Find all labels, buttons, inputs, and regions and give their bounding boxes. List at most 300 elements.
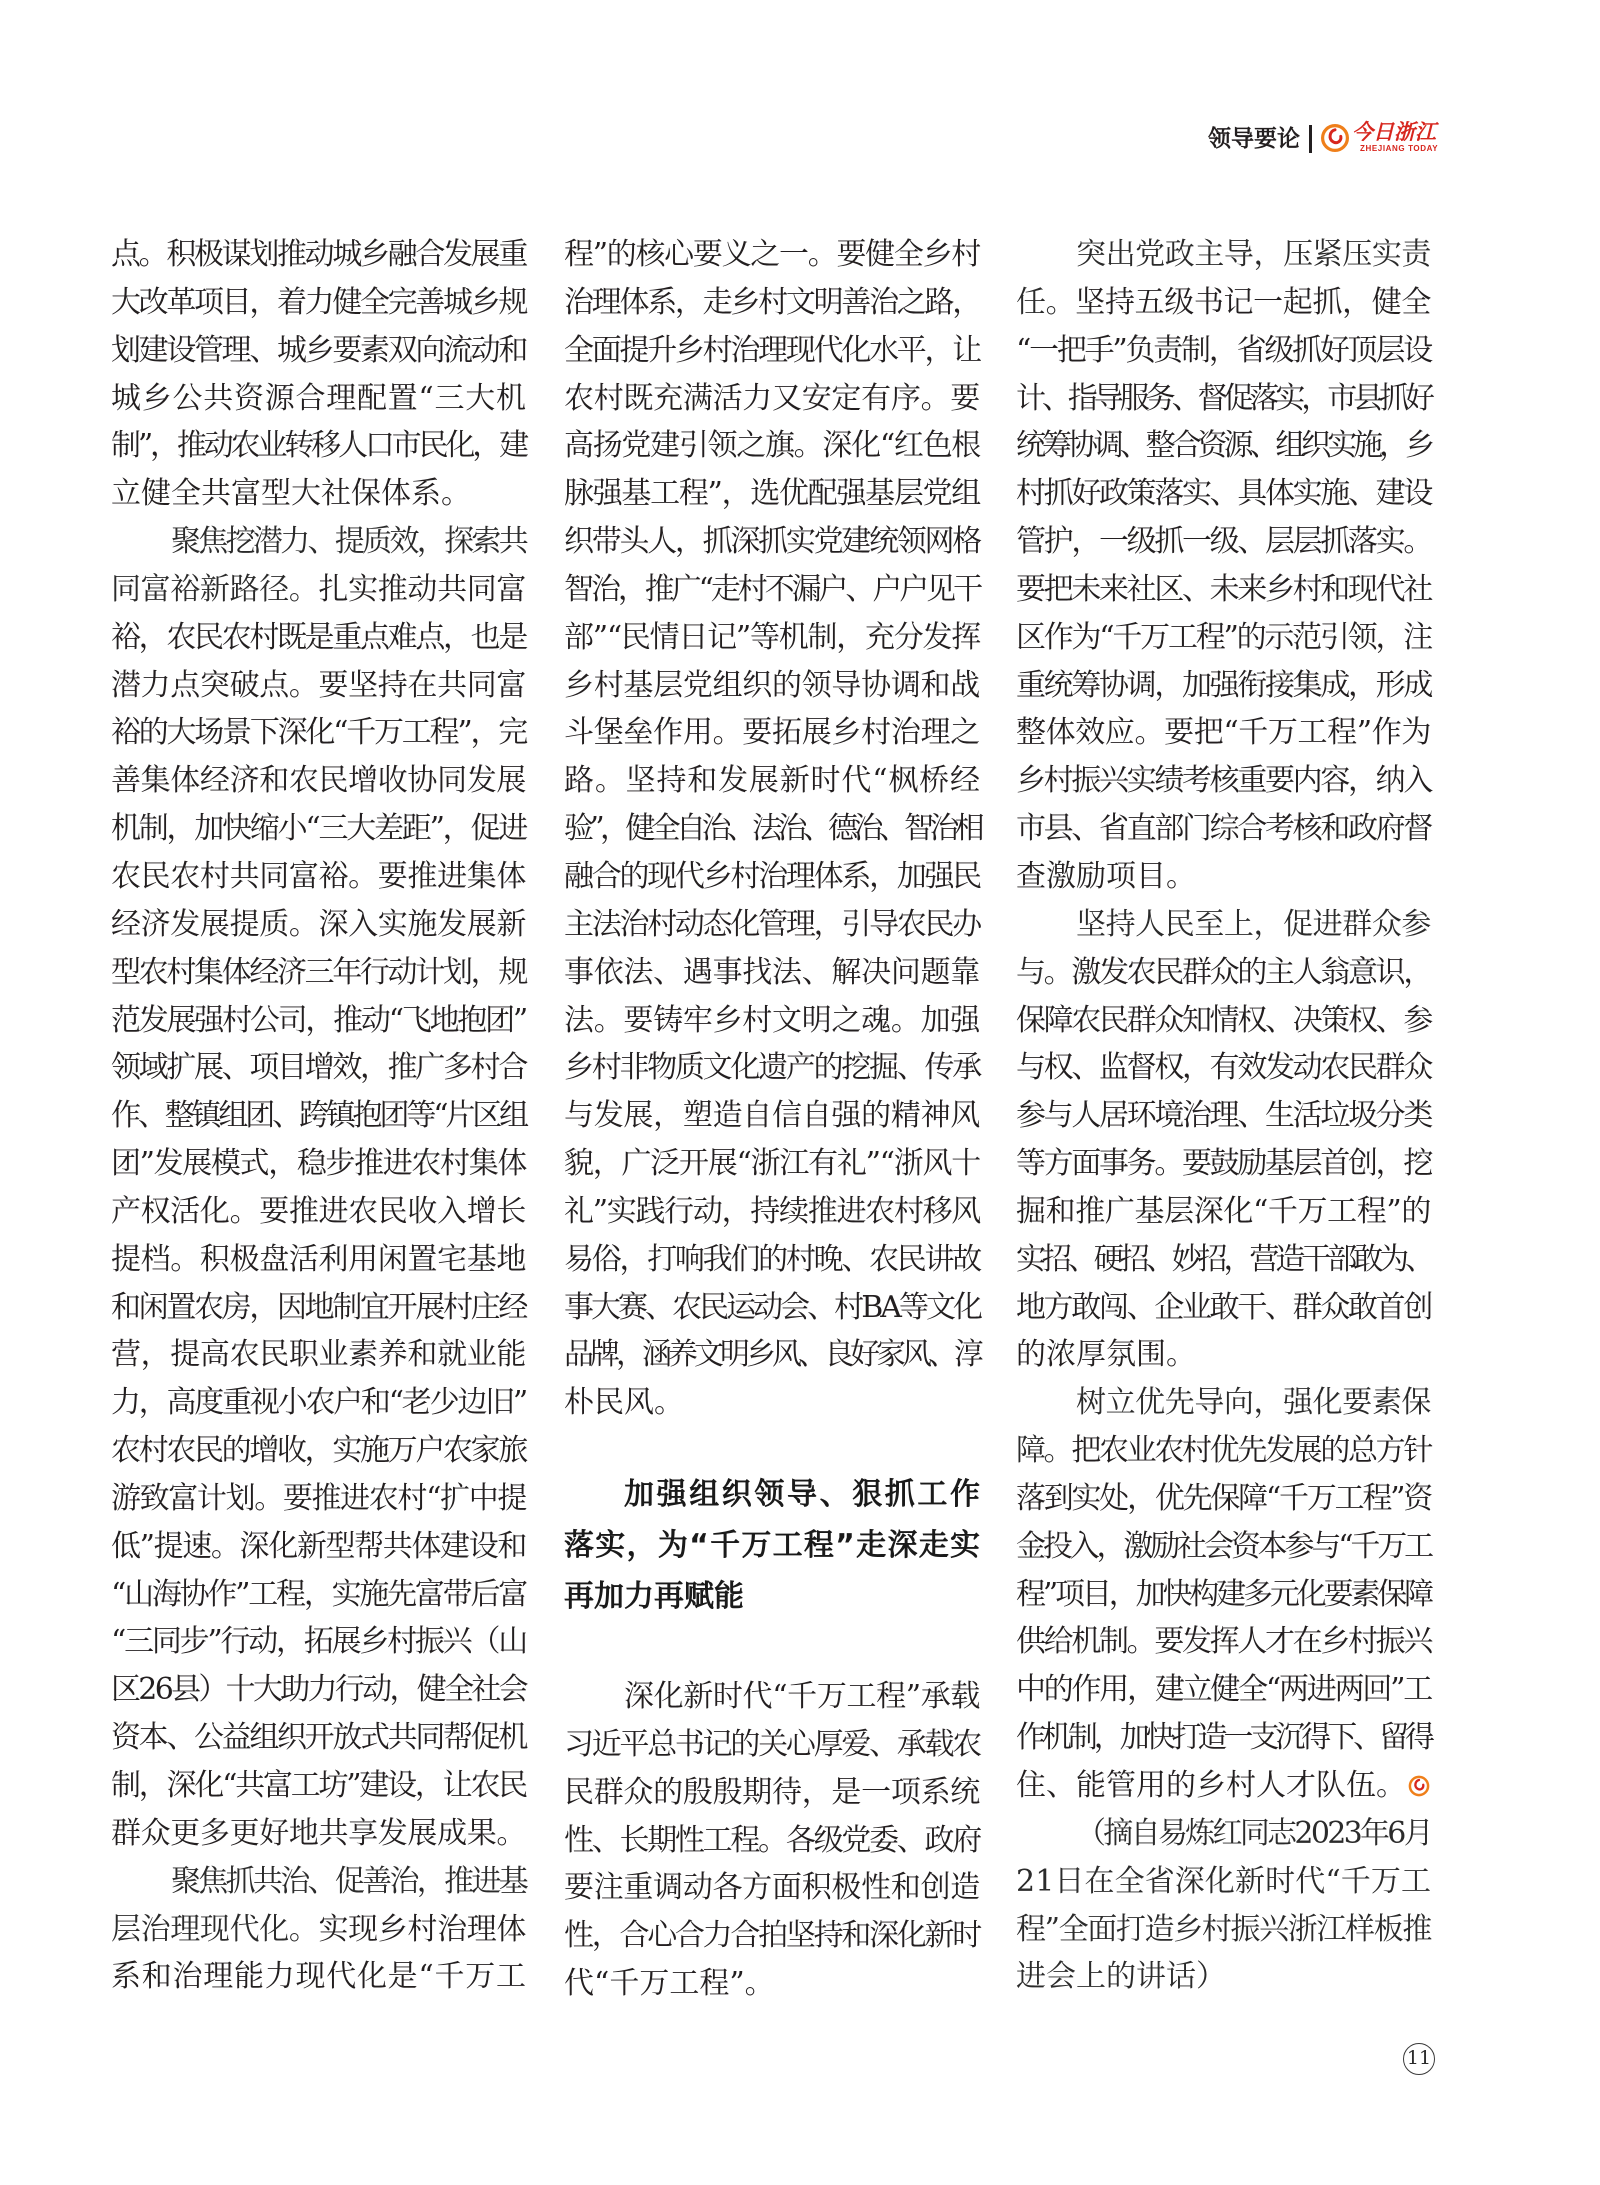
line-text: 资本、公益组织开放式共同帮促机 <box>111 1720 526 1756</box>
line-content <box>1016 518 1431 566</box>
text-line <box>111 518 526 566</box>
line-content <box>111 614 526 662</box>
text-line <box>564 327 980 375</box>
line-text: 农村既充满活力又安定有序。要 <box>564 380 980 416</box>
line-text: 扎实推动共同富 <box>318 571 526 607</box>
text-line <box>1016 1284 1431 1332</box>
line-text: 群众更多更好地共享发展成果。 <box>111 1815 526 1851</box>
line-text: 落实，为“千万工程”走深走实 <box>564 1528 982 1564</box>
line-text: 产权活化。要推进农民收入增长 <box>111 1193 526 1229</box>
line-text: 礼”实践行动，持续推进农村移风 <box>564 1193 980 1229</box>
line-text: 的浓厚氛围。 <box>1016 1337 1196 1373</box>
line-content <box>1076 1810 1431 1858</box>
line-text: 全面提升乡村治理现代化水平，让 <box>564 332 980 368</box>
text-line <box>564 1864 980 1912</box>
text-line <box>564 470 980 518</box>
text-line <box>1016 949 1431 997</box>
text-line <box>1016 422 1431 470</box>
line-content <box>564 709 980 757</box>
text-line <box>1016 1379 1431 1427</box>
line-content <box>1016 1666 1431 1714</box>
line-content <box>564 1236 980 1284</box>
line-content <box>564 566 980 614</box>
line-text: 统筹协调、整合资源、组织实施，乡 <box>1016 428 1431 464</box>
line-content <box>1016 1427 1431 1475</box>
line-content <box>111 422 526 470</box>
line-text: 参与人居环境治理、生活垃圾分类 <box>1016 1098 1431 1134</box>
line-content <box>1016 1571 1431 1619</box>
line-text: 习近平总书记的关心厚爱、承载农 <box>564 1726 980 1762</box>
text-line <box>111 1523 526 1571</box>
line-text: 深化新时代“千万工程”承载 <box>624 1679 980 1715</box>
line-content <box>1016 327 1431 375</box>
text-line <box>564 1092 980 1140</box>
text-column-3 <box>1016 231 1431 2001</box>
line-content <box>111 566 526 614</box>
line-text: 代“千万工程”。 <box>564 1966 775 2002</box>
text-line <box>1016 1858 1431 1906</box>
source-note <box>1016 1810 1431 2001</box>
text-line <box>564 614 980 662</box>
line-content <box>1016 279 1431 327</box>
line-text: 加强组织领导、狠抓工作 <box>624 1477 983 1513</box>
line-text: 程”全面打造乡村振兴浙江样板推 <box>1016 1911 1431 1947</box>
lead-phrase: 障。 <box>1016 1433 1072 1469</box>
line-content <box>564 1769 980 1817</box>
line-content <box>1016 1140 1431 1188</box>
text-line <box>1016 1810 1431 1858</box>
line-content <box>564 1092 980 1140</box>
line-text: 事大赛、农民运动会、村BA等文化 <box>564 1289 980 1325</box>
line-content <box>1016 375 1431 423</box>
line-text: 和闲置农房，因地制宜开展村庄经 <box>111 1289 526 1325</box>
line-content <box>1016 1188 1431 1236</box>
text-line <box>1016 709 1431 757</box>
line-content <box>564 470 980 518</box>
text-line <box>564 1044 980 1092</box>
text-line <box>564 375 980 423</box>
line-text: 查激励项目。 <box>1016 858 1196 894</box>
line-content <box>564 1960 775 2008</box>
line-text: 织带头人，抓深抓实党建统领网格 <box>564 524 980 560</box>
heading-line <box>564 1520 980 1571</box>
line-text: 市县、省直部门综合考核和政府督 <box>1016 811 1431 847</box>
line-content <box>111 1762 526 1810</box>
line-content <box>111 1236 526 1284</box>
line-text: 要把未来社区、未来乡村和现代社 <box>1016 571 1431 607</box>
line-text: 善集体经济和农民增收协同发展 <box>111 763 526 799</box>
line-text: 斗堡垒作用。要拓展乡村治理之 <box>564 715 980 751</box>
text-line <box>564 1817 980 1865</box>
line-text: 领域扩展、项目增效，推广多村合 <box>111 1050 526 1086</box>
line-content <box>111 853 526 901</box>
section-label: 领导要论 <box>1208 126 1300 152</box>
text-line <box>111 1092 526 1140</box>
line-text: 范发展强村公司，推动“飞地抱团” <box>111 1002 526 1038</box>
lead-phrase: 层治理现代化。 <box>111 1911 319 1947</box>
text-line <box>564 1331 980 1379</box>
line-content <box>564 1520 981 1571</box>
line-content <box>564 1721 980 1769</box>
line-content <box>1076 231 1431 279</box>
line-content <box>111 1523 526 1571</box>
line-content <box>564 949 980 997</box>
line-text: 金投入，激励社会资本参与“千万工 <box>1016 1528 1431 1564</box>
text-line <box>1016 1236 1431 1284</box>
line-text: 乡村基层党组织的领导协调和战 <box>564 667 980 703</box>
text-line <box>1016 1331 1431 1379</box>
line-text: 21日在全省深化新时代“千万工 <box>1016 1863 1432 1899</box>
line-content <box>1016 709 1431 757</box>
text-line <box>111 1236 526 1284</box>
article-end-mark-icon <box>1408 1764 1430 1786</box>
paragraph <box>564 1673 980 2008</box>
text-line <box>111 805 526 853</box>
line-text: 团”发展模式，稳步推进农村集体 <box>111 1146 526 1182</box>
text-line <box>564 1673 980 1721</box>
text-line <box>1016 853 1431 901</box>
heading-line <box>564 1469 983 1520</box>
text-line <box>1016 1188 1431 1236</box>
text-line <box>564 1284 980 1332</box>
line-content <box>1016 1284 1431 1332</box>
text-line <box>1016 375 1431 423</box>
line-text: 大改革项目，着力健全完善城乡规 <box>111 284 526 320</box>
text-line <box>111 901 526 949</box>
line-content <box>564 279 980 327</box>
text-line <box>564 231 980 279</box>
line-content <box>564 375 980 423</box>
text-line <box>111 1188 526 1236</box>
text-line <box>111 1666 526 1714</box>
text-line <box>111 1044 526 1092</box>
line-content <box>564 1284 980 1332</box>
text-line <box>564 997 980 1045</box>
line-content <box>111 375 527 423</box>
line-text: “山海协作”工程，实施先富带后富 <box>111 1576 526 1612</box>
line-content <box>1016 949 1431 997</box>
line-text: 重统筹协调，加强衔接集成，形成 <box>1016 667 1431 703</box>
text-line <box>1016 327 1431 375</box>
line-text: 乡村振兴实绩考核重要内容，纳入 <box>1016 763 1431 799</box>
line-text: 性，合心合力合拍坚持和深化新时 <box>564 1918 980 1954</box>
line-text: 管护，一级抓一级、层层抓落实。 <box>1016 524 1431 560</box>
text-line <box>111 614 526 662</box>
text-line <box>564 1721 980 1769</box>
line-text: 提档。积极盘活利用闲置宅基地 <box>111 1241 526 1277</box>
text-line <box>564 662 980 710</box>
text-line <box>111 470 526 518</box>
line-content <box>564 422 980 470</box>
line-content <box>111 1666 526 1714</box>
line-content <box>1016 1236 1431 1284</box>
text-line <box>1016 1140 1431 1188</box>
text-line <box>1016 1475 1431 1523</box>
line-text: 游致富计划。要推进农村“扩中提 <box>111 1480 526 1516</box>
text-line <box>564 709 980 757</box>
text-line <box>1016 805 1431 853</box>
line-content <box>564 327 980 375</box>
text-line <box>111 1284 526 1332</box>
text-line <box>564 1960 980 2008</box>
text-line <box>564 1769 980 1817</box>
line-content <box>111 279 526 327</box>
line-content <box>624 1673 980 1721</box>
line-text: 再加力再赋能 <box>564 1579 744 1615</box>
line-content <box>111 1092 526 1140</box>
line-text: 供给机制。要发挥人才在乡村振兴 <box>1016 1624 1431 1660</box>
line-text: 落到实处，优先保障“千万工程”资 <box>1016 1480 1431 1516</box>
line-text: 性、长期性工程。各级党委、政府 <box>564 1822 980 1858</box>
magazine-logo <box>1320 120 1448 156</box>
line-content <box>111 662 526 710</box>
line-text: 验”，健全自治、法治、德治、智治相 <box>564 811 980 847</box>
line-content <box>1016 997 1431 1045</box>
text-line <box>111 662 526 710</box>
text-line <box>1016 1762 1431 1810</box>
text-column-2 <box>564 231 983 2008</box>
text-line <box>111 1858 526 1906</box>
paragraph <box>111 231 526 518</box>
line-content <box>1016 1523 1431 1571</box>
line-text: 智治，推广“走村不漏户、户户见干 <box>564 571 980 607</box>
line-text: 治理体系，走乡村文明善治之路， <box>564 284 980 320</box>
line-text: 型农村集体经济三年行动计划，规 <box>111 954 526 990</box>
line-text: 地方敢闯、企业敢干、群众敢首创 <box>1016 1289 1431 1325</box>
text-line <box>111 279 526 327</box>
line-text: 路。坚持和发展新时代“枫桥经 <box>564 763 981 799</box>
line-text: 品牌，涵养文明乡风、良好家风、淳 <box>564 1337 980 1373</box>
line-content <box>1016 1714 1431 1762</box>
line-content <box>111 949 526 997</box>
text-line <box>111 1571 526 1619</box>
text-line <box>111 327 526 375</box>
line-content <box>564 1864 980 1912</box>
line-content <box>1016 757 1431 805</box>
line-content <box>111 1810 526 1858</box>
line-text: 要注重调动各方面积极性和创造 <box>564 1870 980 1906</box>
line-text: 与发展，塑造自信自强的精神风 <box>564 1098 980 1134</box>
text-line <box>564 805 980 853</box>
text-line <box>1016 1571 1431 1619</box>
line-content <box>1016 853 1196 901</box>
lead-phrase: 任。 <box>1016 284 1076 320</box>
line-text: 作机制，加快打造一支沉得下、留得 <box>1016 1720 1431 1756</box>
line-content <box>111 1571 526 1619</box>
line-text: 住、能管用的乡村人才队伍。 <box>1016 1768 1406 1803</box>
line-content <box>1016 1618 1431 1666</box>
line-content <box>1016 1906 1431 1954</box>
line-text: 易俗，打响我们的村晚、农民讲故 <box>564 1241 980 1277</box>
zhejiang-today-swirl-icon <box>1320 123 1350 153</box>
line-content <box>1016 422 1431 470</box>
line-content <box>1016 662 1431 710</box>
text-line <box>1016 1618 1431 1666</box>
text-line <box>111 375 526 423</box>
line-content <box>111 1714 526 1762</box>
line-text: 区作为“千万工程”的示范引领，注 <box>1016 619 1431 655</box>
line-content <box>111 901 526 949</box>
line-text: 把农业农村优先发展的总方针 <box>1071 1433 1432 1469</box>
text-line <box>564 853 980 901</box>
line-content <box>1016 805 1431 853</box>
text-line <box>1016 757 1431 805</box>
line-content <box>1016 1092 1431 1140</box>
text-line <box>564 279 980 327</box>
text-line <box>564 949 980 997</box>
line-text: 裕，农民农村既是重点难点，也是 <box>111 619 526 655</box>
line-text: 村抓好政策落实、具体实施、建设 <box>1016 476 1431 512</box>
line-text: “三同步”行动，拓展乡村振兴（山 <box>111 1624 526 1660</box>
line-content <box>111 709 526 757</box>
line-text: 程”项目，加快构建多元化要素保障 <box>1016 1576 1431 1612</box>
paragraph <box>1016 901 1431 1379</box>
text-line <box>564 1188 980 1236</box>
line-content <box>564 805 980 853</box>
line-content <box>1016 1953 1226 2001</box>
line-content <box>111 1906 526 1954</box>
line-content <box>564 757 981 805</box>
line-content <box>1016 566 1431 614</box>
paragraph <box>564 231 980 1427</box>
text-line <box>111 1618 526 1666</box>
text-line <box>111 853 526 901</box>
line-content <box>564 901 980 949</box>
text-line <box>564 518 980 566</box>
lead-phrase: 聚焦挖潜力、提质效，探索共 <box>171 524 526 560</box>
line-content <box>1016 1762 1430 1810</box>
line-text: 貌，广泛开展“浙江有礼”“浙风十 <box>564 1146 980 1182</box>
line-content <box>564 1188 980 1236</box>
lead-phrase: 聚焦抓共治、促善治，推进基 <box>171 1863 526 1899</box>
line-text: 计、指导服务、督促落实，市县抓好 <box>1016 380 1431 416</box>
line-text: 等方面事务。要鼓励基层首创，挖 <box>1016 1146 1431 1182</box>
text-line <box>111 709 526 757</box>
line-content <box>564 1331 980 1379</box>
line-text: 机制，加快缩小“三大差距”，促进 <box>111 811 526 847</box>
text-line <box>1016 470 1431 518</box>
line-text: 民群众的殷殷期待，是一项系统 <box>564 1774 980 1810</box>
text-line <box>111 1140 526 1188</box>
text-line <box>1016 1714 1431 1762</box>
paragraph <box>111 518 526 1858</box>
line-text: 制，深化“共富工坊”建设，让农民 <box>111 1768 526 1803</box>
text-line <box>1016 1427 1431 1475</box>
text-line <box>564 757 980 805</box>
text-line <box>111 1714 526 1762</box>
line-text: 农民农村共同富裕。要推进集体 <box>111 858 526 894</box>
line-content <box>111 1379 526 1427</box>
line-text: 制”，推动农业转移人口市民化，建 <box>111 428 526 464</box>
text-line <box>1016 279 1431 327</box>
line-text: （摘自易炼红同志2023年6月 <box>1076 1815 1431 1851</box>
line-content <box>624 1469 983 1520</box>
line-content <box>111 1140 526 1188</box>
line-text: 坚持五级书记一起抓，健全 <box>1075 284 1432 320</box>
line-content <box>564 1571 744 1622</box>
line-text: 保障农民群众知情权、决策权、参 <box>1016 1002 1431 1038</box>
lead-phrase: 与。 <box>1016 954 1072 990</box>
text-line <box>111 949 526 997</box>
line-text: “一把手”负责制，省级抓好顶层设 <box>1016 332 1431 368</box>
paragraph <box>111 1858 526 2002</box>
text-line <box>111 422 526 470</box>
text-line <box>564 1140 980 1188</box>
line-text: 激发农民群众的主人翁意识， <box>1071 954 1432 990</box>
lead-phrase: 树立优先导向，强化要素保 <box>1076 1385 1431 1421</box>
line-content <box>111 997 526 1045</box>
line-content <box>1016 1044 1431 1092</box>
line-content <box>564 1379 684 1427</box>
line-text: 高扬党建引领之旗。深化“红色根 <box>564 428 980 464</box>
line-content <box>111 327 526 375</box>
line-text: 农村农民的增收，实施万户农家旅 <box>111 1433 526 1469</box>
line-text: 掘和推广基层深化“千万工程”的 <box>1016 1193 1431 1229</box>
text-column-1 <box>111 231 526 2001</box>
line-text: 中的作用，建立健全“两进两回”工 <box>1016 1672 1431 1708</box>
line-content <box>564 1817 980 1865</box>
line-content <box>171 1858 526 1906</box>
paragraph <box>1016 1379 1431 1810</box>
line-text: 整体效应。要把“千万工程”作为 <box>1016 715 1431 751</box>
logo-wordmark: 今日浙江 <box>1352 119 1436 144</box>
line-content <box>111 1331 526 1379</box>
line-content <box>564 1912 980 1960</box>
text-line <box>1016 566 1431 614</box>
line-text: 进会上的讲话） <box>1016 1959 1226 1995</box>
line-text: 主法治村动态化管理，引导农民办 <box>564 906 980 942</box>
text-line <box>1016 662 1431 710</box>
line-text: 区26县）十大助力行动，健全社会 <box>111 1672 526 1708</box>
line-content <box>564 231 980 279</box>
text-line <box>111 997 526 1045</box>
line-content <box>1016 470 1431 518</box>
line-content <box>564 1140 980 1188</box>
text-line <box>111 1331 526 1379</box>
text-line <box>564 566 980 614</box>
text-line <box>1016 1092 1431 1140</box>
line-text: 城乡公共资源合理配置“三大机 <box>111 380 527 416</box>
text-line <box>564 901 980 949</box>
line-content <box>564 997 980 1045</box>
text-line <box>564 1379 980 1427</box>
line-text: 作、整镇组团、跨镇抱团等“片区组 <box>111 1098 526 1134</box>
text-line <box>1016 231 1431 279</box>
line-content <box>1016 1858 1431 1906</box>
line-content <box>111 1953 527 2001</box>
text-line <box>1016 1906 1431 1954</box>
line-content <box>111 1618 526 1666</box>
line-content <box>111 1475 526 1523</box>
text-line <box>1016 1953 1431 2001</box>
text-line <box>111 231 526 279</box>
header-divider <box>1309 125 1312 153</box>
heading-line <box>564 1571 980 1622</box>
line-content <box>564 662 980 710</box>
text-line <box>111 757 526 805</box>
logo-english: ZHEJIANG TODAY <box>1360 144 1439 153</box>
line-text: 力，高度重视小农户和“老少边旧” <box>111 1385 526 1421</box>
line-text: 程”的核心要义之一。要健全乡村 <box>564 237 980 272</box>
text-line <box>111 1427 526 1475</box>
line-text: 部”“民情日记”等机制，充分发挥 <box>564 619 980 655</box>
line-content <box>1016 1331 1196 1379</box>
lead-phrase: 坚持人民至上，促进群众参 <box>1076 906 1431 942</box>
text-line <box>564 422 980 470</box>
line-text: 低”提速。深化新型帮共体建设和 <box>111 1528 526 1564</box>
line-content <box>111 757 526 805</box>
line-text: 潜力点突破点。要坚持在共同富 <box>111 667 526 703</box>
